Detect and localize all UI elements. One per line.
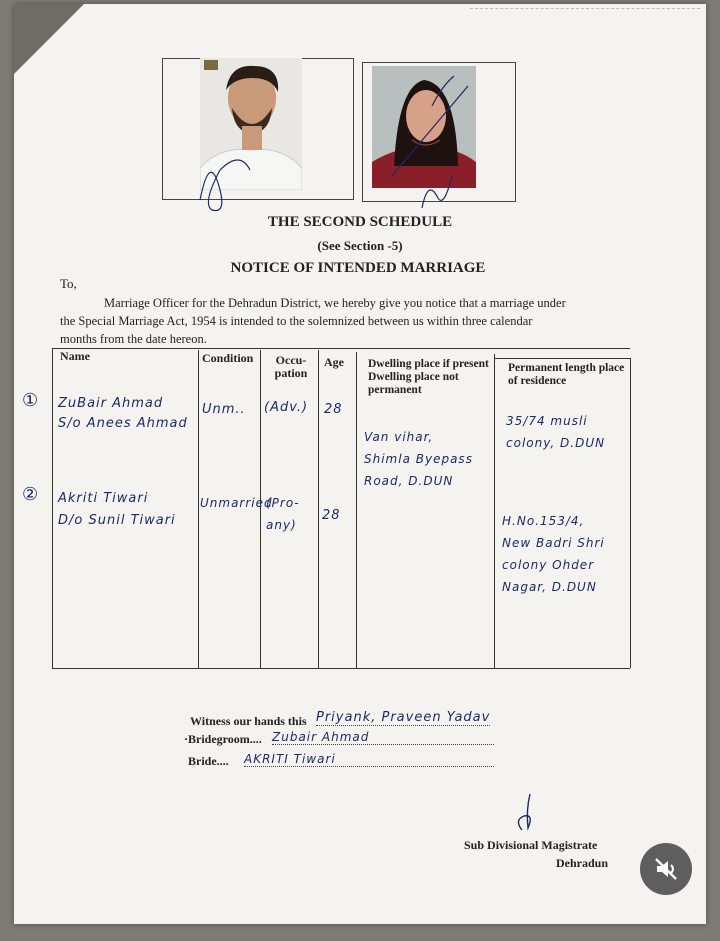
- row2-num: ②: [22, 484, 40, 505]
- bride-value: AKRITI Tiwari: [244, 752, 494, 767]
- top-dash-line: [470, 8, 700, 9]
- row2-occupation: (Pro- any): [266, 496, 300, 532]
- bridegroom-label-text: Bridegroom: [188, 732, 250, 746]
- row1-permanent: 35/74 musli colony, D.DUN: [506, 414, 606, 450]
- intro-line-2: the Special Marriage Act, 1954 is intended to the solemnized between us within three calendar: [60, 314, 533, 328]
- bridegroom-value: Zubair Ahmad: [272, 730, 494, 745]
- row2-permanent: H.No.153/4, New Badri Shri colony Ohder Nagar, D.DUN: [502, 514, 605, 594]
- row1-num: ①: [22, 390, 40, 411]
- witness-value: Priyank, Praveen Yadav: [316, 710, 491, 725]
- speaker-muted-icon: [653, 856, 679, 882]
- bride-label: Bride....: [188, 754, 229, 768]
- row2-name: Akriti Tiwari D/o Sunil Tiwari: [58, 491, 176, 528]
- officer-title: Sub Divisional Magistrate: [464, 838, 598, 852]
- groom-signature-scribble: [190, 130, 280, 220]
- row1-age: 28: [324, 402, 343, 417]
- document-page: [14, 4, 706, 924]
- header-permanent: Permanent length place of residence: [508, 362, 625, 387]
- header-age: Age: [324, 355, 344, 369]
- row1-dwelling: Van vihar, Shimla Byepass Road, D.DUN: [364, 430, 473, 488]
- header-dwelling: Dwelling place if present Dwelling place not permanent: [368, 358, 489, 396]
- page-fold: [14, 4, 84, 74]
- header-condition: Condition: [202, 351, 254, 365]
- section-ref: (See Section -5): [317, 238, 403, 253]
- notice-title: NOTICE OF INTENDED MARRIAGE: [230, 260, 486, 276]
- bride-signature-scribble: [418, 168, 458, 218]
- row2-condition: Unmarried: [200, 496, 273, 510]
- intro-line-1: Marriage Officer for the Dehradun District, we hereby give you notice that a marriage under: [104, 296, 566, 310]
- row1-condition: Unm..: [202, 402, 246, 417]
- schedule-title: THE SECOND SCHEDULE: [267, 214, 453, 230]
- row1-name: ZuBair Ahmad S/o Anees Ahmad: [58, 396, 188, 431]
- officer-place: Dehradun: [556, 856, 609, 870]
- header-occupation: Occu- pation: [274, 353, 308, 380]
- row1-occupation: (Adv.): [264, 400, 309, 415]
- witness-label: Witness our hands this: [190, 714, 307, 728]
- header-name: Name: [60, 349, 90, 363]
- intro-line-3: months from the date hereon.: [60, 332, 207, 346]
- bridegroom-label: ·Bridegroom....: [184, 732, 262, 746]
- row2-age: 28: [322, 508, 341, 523]
- mute-button[interactable]: [640, 843, 692, 895]
- bride-label-text: Bride: [188, 754, 217, 768]
- salutation: To,: [60, 276, 77, 291]
- officer-signature-scribble: [508, 790, 548, 834]
